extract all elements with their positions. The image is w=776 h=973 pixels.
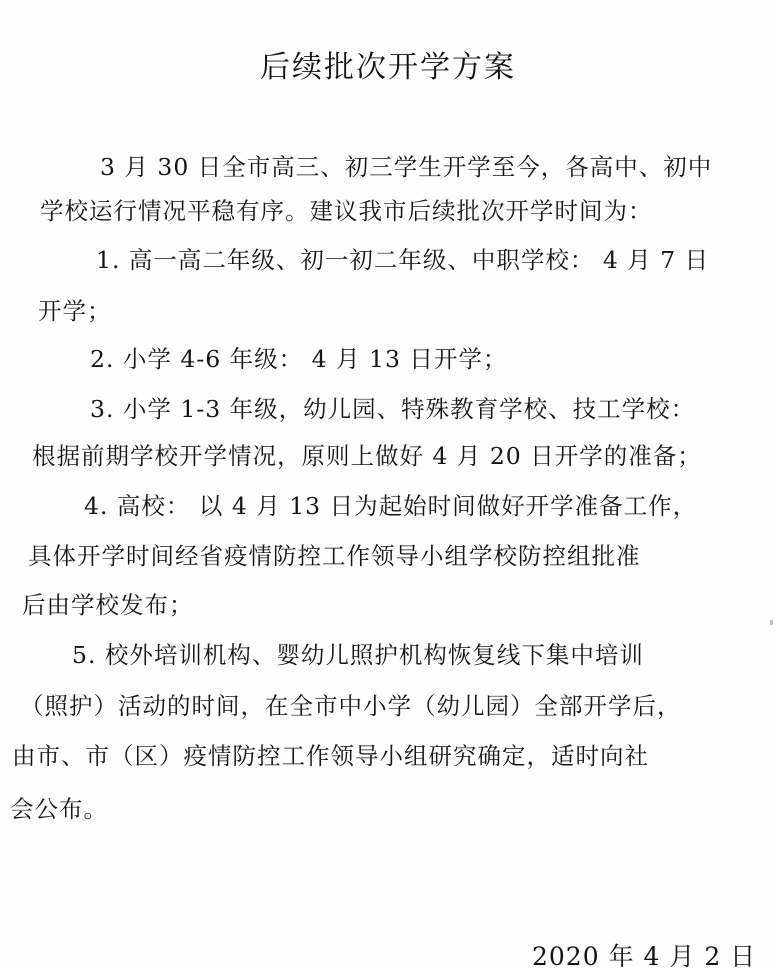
body-line: 学校运行情况平稳有序。建议我市后续批次开学时间为： [40, 197, 653, 225]
document-date: 2020 年 4 月 2 日 [532, 942, 757, 971]
list-item-3-continuation: 根据前期学校开学情况，原则上做好 4 月 20 日开学的准备； [32, 442, 702, 470]
list-item-5-continuation: 会公布。 [10, 795, 108, 823]
scan-speck [770, 620, 773, 625]
list-item-3-line: 3. 小学 1-3 年级，幼儿园、特殊教育学校、技工学校： [90, 395, 696, 423]
body-line: 3 月 30 日全市高三、初三学生开学至今，各高中、初中 [100, 153, 713, 181]
list-item-4-continuation: 具体开学时间经省疫情防控工作领导小组学校防控组批准 [28, 542, 641, 570]
list-item-5-continuation: 由市、市（区）疫情防控工作领导小组研究确定，适时向社 [12, 742, 649, 770]
list-item-5-line: 5. 校外培训机构、婴幼儿照护机构恢复线下集中培训 [72, 641, 644, 669]
list-item-1-line: 1. 高一高二年级、初一初二年级、中职学校： 4 月 7 日 [96, 246, 710, 274]
list-item-4-continuation: 后由学校发布； [22, 591, 194, 619]
list-item-4-line: 4. 高校： 以 4 月 13 日为起始时间做好开学准备工作， [84, 492, 698, 520]
list-item-2-line: 2. 小学 4-6 年级： 4 月 13 日开学； [90, 345, 508, 373]
list-item-1-continuation: 开学； [38, 297, 112, 325]
list-item-5-continuation: （照护）活动的时间，在全市中小学（幼儿园）全部开学后， [20, 692, 682, 720]
document-title: 后续批次开学方案 [260, 50, 516, 85]
